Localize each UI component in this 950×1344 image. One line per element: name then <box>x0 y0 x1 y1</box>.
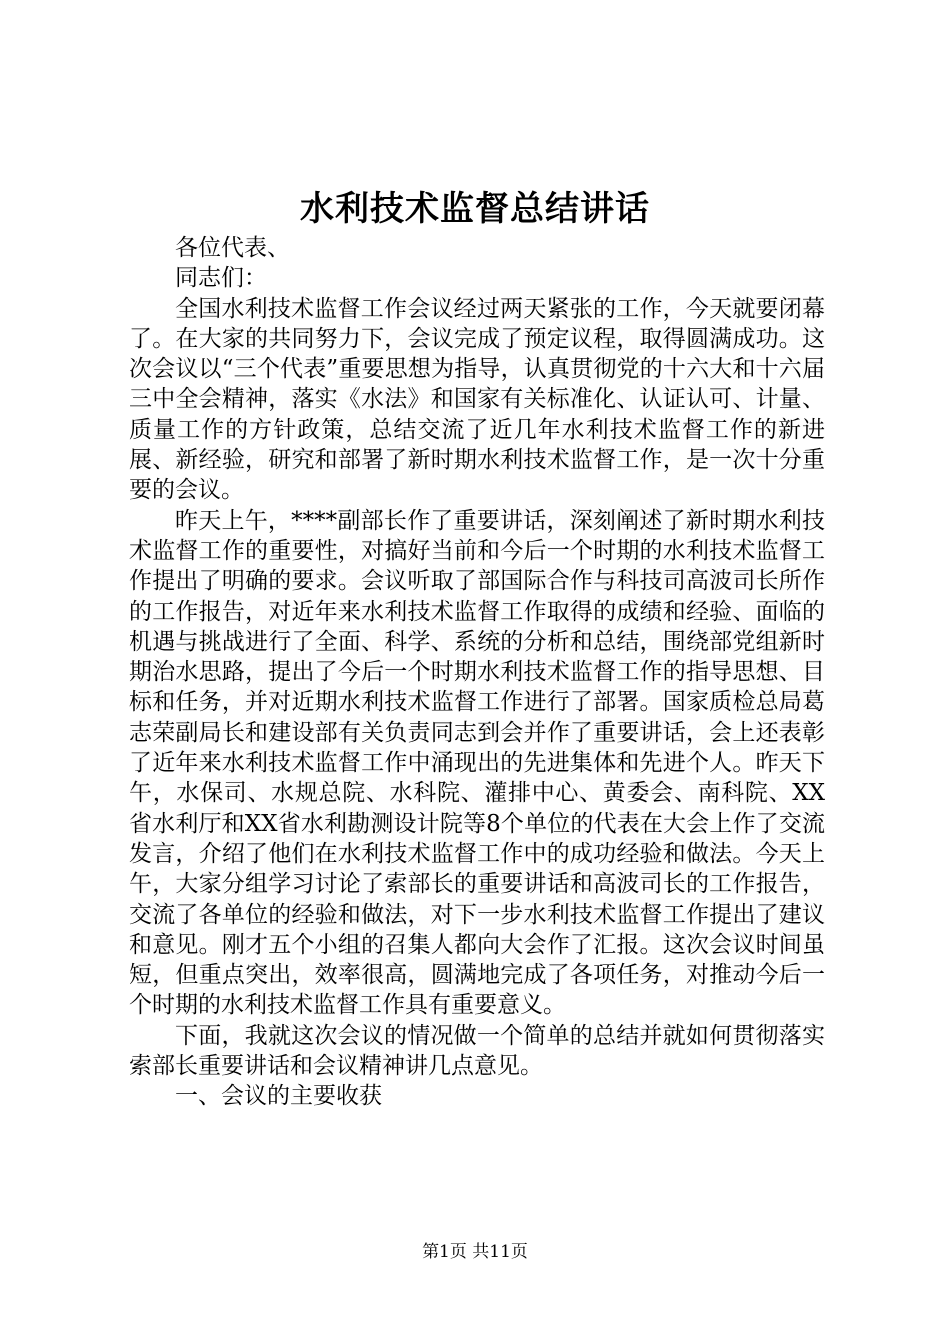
document-title: 水利技术监督总结讲话 <box>300 189 650 229</box>
section-heading: 一、会议的主要收获 <box>175 1083 382 1110</box>
salutation-line-2: 同志们： <box>175 265 267 292</box>
document-body <box>129 233 825 1112</box>
salutation-line-1: 各位代表、 <box>175 235 290 261</box>
paragraph-review: 昨天上午，****副部长作了重要讲话，深刻阐述了新时期水利技术监督工作的重要性，对搞好当前和今后一个时期的水利技术监督工作提出了明确的要求。会议听取了部国际合作与科技司高波司长所作的工作报告，对近年来水利技术监督工作取得的成绩和经验、面临的机遇与挑战进行了全面、科学、系统的分析和总结，围绕部党组新时期治水思路，提出了今后一个时期水利技术监督工作的指导思想、目标和任务，并对近期水利技术监督工作进行了部署。国家质检总局葛志荣副局长和建设部有关负责同志到会并作了重要讲话，会上还表彰了近年来水利技术监督工作中涌现出的先进集体和先进个人。昨天下午，水保司、水规总院、水科院、灌排中心、黄委会、南科院、XX省水利厅和XX省水利勘测设计院等8个单位的代表在大会上作了交流发言，介绍了他们在水利技术监督工作中的成功经验和做法。今天上午，大家分组学习讨论了索部长的重要讲话和高波司长的工作报告，交流了各单位的经验和做法，对下一步水利技术监督工作提出了建议和意见。刚才五个小组的召集人都向大会作了汇报。这次会议时间虽短，但重点突出，效率很高，圆满地完成了各项任务，对推动今后一个时期的水利技术监督工作具有重要意义。 <box>129 507 825 1019</box>
page-footer: 第1页 共11页 <box>422 1242 528 1262</box>
paragraph-opening: 全国水利技术监督工作会议经过两天紧张的工作，今天就要闭幕了。在大家的共同努力下，会议完成了预定议程，取得圆满成功。这次会议以“三个代表”重要思想为指导，认真贯彻党的十六大和十六届三中全会精神，落实《水法》和国家有关标准化、认证认可、计量、质量工作的方针政策，总结交流了近几年水利技术监督工作的新进展、新经验，研究和部署了新时期水利技术监督工作，是一次十分重要的会议。 <box>129 295 825 504</box>
paragraph-transition: 下面，我就这次会议的情况做一个简单的总结并就如何贯彻落实索部长重要讲话和会议精神讲几点意见。 <box>129 1022 825 1080</box>
